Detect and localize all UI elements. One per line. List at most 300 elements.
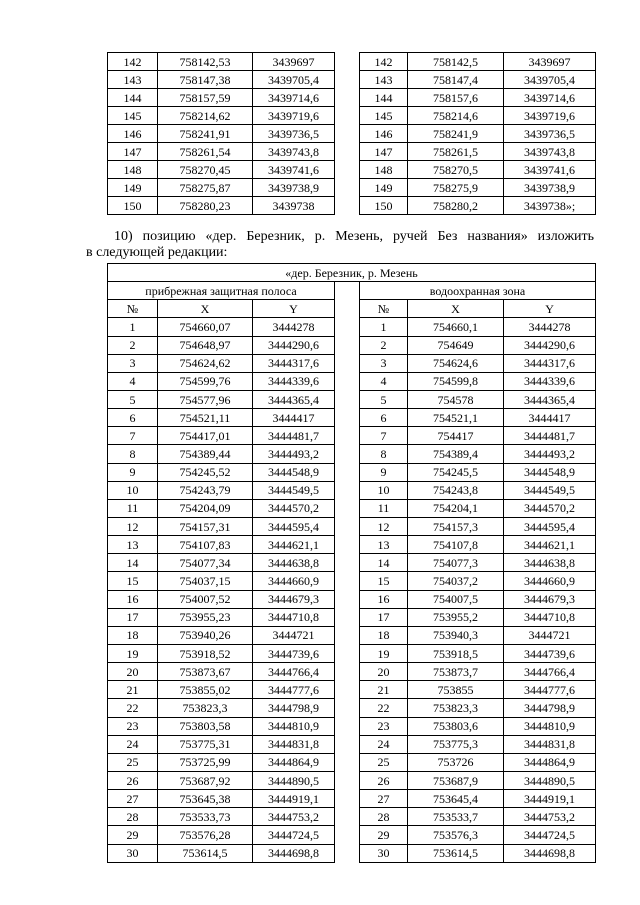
gap-cell: [335, 753, 360, 771]
y-coordinate-cell: 3439697: [504, 53, 596, 71]
x-coordinate-cell: 754521,1: [408, 409, 504, 427]
point-number-cell: 1: [360, 318, 408, 336]
gap-cell: [335, 554, 360, 572]
point-number-cell: 20: [108, 663, 158, 681]
point-number-cell: 5: [108, 390, 158, 408]
table-row: [108, 179, 596, 197]
gap-cell: [335, 517, 360, 535]
x-coordinate-cell: 754243,8: [408, 481, 504, 499]
y-coordinate-cell: 3444660,9: [253, 572, 335, 590]
y-coordinate-cell: 3439719,6: [253, 107, 335, 125]
table-row: [108, 197, 596, 215]
y-coordinate-cell: 3439738,9: [253, 179, 335, 197]
x-coordinate-cell: 754417,01: [158, 427, 253, 445]
point-number-cell: 25: [360, 753, 408, 771]
y-coordinate-cell: 3444753,2: [253, 808, 335, 826]
x-coordinate-cell: 753873,67: [158, 663, 253, 681]
x-coordinate-cell: 753614,5: [158, 844, 253, 862]
point-number-cell: 146: [360, 125, 408, 143]
coordinates-table-continued: [107, 52, 596, 215]
table-row: [108, 409, 596, 427]
gap-cell: [335, 463, 360, 481]
point-number-cell: 21: [108, 681, 158, 699]
y-coordinate-cell: 3439738,9: [504, 179, 596, 197]
gap-cell: [335, 89, 360, 107]
y-coordinate-cell: 3444290,6: [253, 336, 335, 354]
table-row: [108, 626, 596, 644]
col-header-no: №: [360, 300, 408, 318]
point-number-cell: 4: [360, 372, 408, 390]
gap-cell: [335, 826, 360, 844]
column-header-row: [108, 300, 596, 318]
y-coordinate-cell: 3444698,8: [253, 844, 335, 862]
table-row: [108, 681, 596, 699]
table-row: [108, 427, 596, 445]
x-coordinate-cell: 754107,83: [158, 536, 253, 554]
section-header-row: [108, 282, 596, 300]
gap-cell: [335, 644, 360, 662]
point-number-cell: 145: [108, 107, 158, 125]
point-number-cell: 1: [108, 318, 158, 336]
y-coordinate-cell: 3444339,6: [253, 372, 335, 390]
table-row: [108, 71, 596, 89]
x-coordinate-cell: 754578: [408, 390, 504, 408]
table-row: [108, 499, 596, 517]
y-coordinate-cell: 3444365,4: [504, 390, 596, 408]
x-coordinate-cell: 758147,4: [408, 71, 504, 89]
paragraph-line-1: 10) позицию «дер. Березник, р. Мезень, ручей Без названия» изложить: [114, 229, 594, 244]
table-row: [108, 790, 596, 808]
point-number-cell: 147: [108, 143, 158, 161]
gap-cell: [335, 808, 360, 826]
y-coordinate-cell: 3444317,6: [504, 354, 596, 372]
gap-cell: [335, 143, 360, 161]
point-number-cell: 142: [360, 53, 408, 71]
point-number-cell: 145: [360, 107, 408, 125]
y-coordinate-cell: 3444766,4: [504, 663, 596, 681]
x-coordinate-cell: 753803,58: [158, 717, 253, 735]
y-coordinate-cell: 3444365,4: [253, 390, 335, 408]
x-coordinate-cell: 753940,26: [158, 626, 253, 644]
y-coordinate-cell: 3439743,8: [253, 143, 335, 161]
y-coordinate-cell: 3444724,5: [504, 826, 596, 844]
x-coordinate-cell: 753533,73: [158, 808, 253, 826]
y-coordinate-cell: 3444831,8: [504, 735, 596, 753]
x-coordinate-cell: 753855: [408, 681, 504, 699]
point-number-cell: 14: [360, 554, 408, 572]
y-coordinate-cell: 3444679,3: [504, 590, 596, 608]
gap-cell: [335, 663, 360, 681]
gap-cell: [335, 179, 360, 197]
table-row: [108, 717, 596, 735]
x-coordinate-cell: 754007,52: [158, 590, 253, 608]
x-coordinate-cell: 753873,7: [408, 663, 504, 681]
point-number-cell: 18: [108, 626, 158, 644]
col-header-x: X: [158, 300, 253, 318]
point-number-cell: 148: [108, 161, 158, 179]
x-coordinate-cell: 758275,87: [158, 179, 253, 197]
x-coordinate-cell: 758214,62: [158, 107, 253, 125]
gap-cell: [335, 771, 360, 789]
table-row: [108, 808, 596, 826]
x-coordinate-cell: 754157,31: [158, 517, 253, 535]
y-coordinate-cell: 3444549,5: [253, 481, 335, 499]
x-coordinate-cell: 753687,92: [158, 771, 253, 789]
point-number-cell: 14: [108, 554, 158, 572]
x-coordinate-cell: 758241,9: [408, 125, 504, 143]
x-coordinate-cell: 753614,5: [408, 844, 504, 862]
gap-cell: [335, 844, 360, 862]
point-number-cell: 19: [108, 644, 158, 662]
x-coordinate-cell: 758142,5: [408, 53, 504, 71]
point-number-cell: 16: [360, 590, 408, 608]
point-number-cell: 8: [108, 445, 158, 463]
gap-cell: [335, 717, 360, 735]
x-coordinate-cell: 753918,5: [408, 644, 504, 662]
y-coordinate-cell: 3439738: [253, 197, 335, 215]
table-row: [108, 107, 596, 125]
x-coordinate-cell: 754599,76: [158, 372, 253, 390]
x-coordinate-cell: 754245,52: [158, 463, 253, 481]
x-coordinate-cell: 758270,5: [408, 161, 504, 179]
y-coordinate-cell: 3444739,6: [253, 644, 335, 662]
point-number-cell: 20: [360, 663, 408, 681]
table-row: [108, 390, 596, 408]
y-coordinate-cell: 3444710,8: [504, 608, 596, 626]
y-coordinate-cell: 3439741,6: [504, 161, 596, 179]
x-coordinate-cell: 753645,4: [408, 790, 504, 808]
point-number-cell: 13: [360, 536, 408, 554]
y-coordinate-cell: 3444278: [504, 318, 596, 336]
point-number-cell: 144: [108, 89, 158, 107]
y-coordinate-cell: 3444339,6: [504, 372, 596, 390]
x-coordinate-cell: 753955,2: [408, 608, 504, 626]
table-title: «дер. Березник, р. Мезень: [108, 264, 596, 282]
x-coordinate-cell: 753803,6: [408, 717, 504, 735]
x-coordinate-cell: 754624,62: [158, 354, 253, 372]
y-coordinate-cell: 3439705,4: [253, 71, 335, 89]
y-coordinate-cell: 3444548,9: [504, 463, 596, 481]
gap-cell: [335, 390, 360, 408]
y-coordinate-cell: 3439743,8: [504, 143, 596, 161]
point-number-cell: 149: [360, 179, 408, 197]
gap-cell: [335, 608, 360, 626]
point-number-cell: 8: [360, 445, 408, 463]
gap-cell: [335, 445, 360, 463]
x-coordinate-cell: 754204,09: [158, 499, 253, 517]
point-number-cell: 2: [108, 336, 158, 354]
point-number-cell: 147: [360, 143, 408, 161]
point-number-cell: 5: [360, 390, 408, 408]
point-number-cell: 29: [108, 826, 158, 844]
x-coordinate-cell: 753823,3: [158, 699, 253, 717]
x-coordinate-cell: 758261,5: [408, 143, 504, 161]
col-header-y: Y: [253, 300, 335, 318]
x-coordinate-cell: 754157,3: [408, 517, 504, 535]
y-coordinate-cell: 3444570,2: [504, 499, 596, 517]
table-row: [108, 372, 596, 390]
x-coordinate-cell: 754649: [408, 336, 504, 354]
gap-cell: [335, 499, 360, 517]
gap-cell: [335, 681, 360, 699]
y-coordinate-cell: 3444595,4: [253, 517, 335, 535]
x-coordinate-cell: 758275,9: [408, 179, 504, 197]
point-number-cell: 23: [360, 717, 408, 735]
point-number-cell: 22: [360, 699, 408, 717]
table-row: [108, 663, 596, 681]
y-coordinate-cell: 3444698,8: [504, 844, 596, 862]
point-number-cell: 21: [360, 681, 408, 699]
x-coordinate-cell: 754077,34: [158, 554, 253, 572]
y-coordinate-cell: 3444549,5: [504, 481, 596, 499]
x-coordinate-cell: 753533,7: [408, 808, 504, 826]
x-coordinate-cell: 758280,23: [158, 197, 253, 215]
x-coordinate-cell: 753726: [408, 753, 504, 771]
x-coordinate-cell: 754660,07: [158, 318, 253, 336]
table-row: [108, 161, 596, 179]
x-coordinate-cell: 758157,6: [408, 89, 504, 107]
point-number-cell: 19: [360, 644, 408, 662]
gap-cell: [335, 107, 360, 125]
x-coordinate-cell: 753855,02: [158, 681, 253, 699]
point-number-cell: 10: [360, 481, 408, 499]
x-coordinate-cell: 754107,8: [408, 536, 504, 554]
table1-body: [108, 53, 596, 215]
point-number-cell: 7: [360, 427, 408, 445]
y-coordinate-cell: 3444638,8: [253, 554, 335, 572]
y-coordinate-cell: 3444548,9: [253, 463, 335, 481]
y-coordinate-cell: 3444570,2: [253, 499, 335, 517]
y-coordinate-cell: 3444890,5: [504, 771, 596, 789]
x-coordinate-cell: 758147,38: [158, 71, 253, 89]
point-number-cell: 3: [360, 354, 408, 372]
y-coordinate-cell: 3444417: [253, 409, 335, 427]
y-coordinate-cell: 3444777,6: [504, 681, 596, 699]
point-number-cell: 29: [360, 826, 408, 844]
gap-cell: [335, 336, 360, 354]
x-coordinate-cell: 754624,6: [408, 354, 504, 372]
x-coordinate-cell: 753725,99: [158, 753, 253, 771]
gap-cell: [335, 735, 360, 753]
table-title-row: [108, 264, 596, 282]
point-number-cell: 144: [360, 89, 408, 107]
x-coordinate-cell: 758142,53: [158, 53, 253, 71]
point-number-cell: 142: [108, 53, 158, 71]
x-coordinate-cell: 754037,15: [158, 572, 253, 590]
x-coordinate-cell: 754204,1: [408, 499, 504, 517]
gap-cell: [335, 282, 360, 300]
point-number-cell: 143: [108, 71, 158, 89]
x-coordinate-cell: 754245,5: [408, 463, 504, 481]
amendment-paragraph: [86, 229, 594, 261]
point-number-cell: 150: [108, 197, 158, 215]
point-number-cell: 12: [360, 517, 408, 535]
gap-cell: [335, 427, 360, 445]
table-row: [108, 318, 596, 336]
x-coordinate-cell: 754037,2: [408, 572, 504, 590]
point-number-cell: 15: [108, 572, 158, 590]
gap-cell: [335, 318, 360, 336]
point-number-cell: 7: [108, 427, 158, 445]
gap-cell: [335, 300, 360, 318]
x-coordinate-cell: 753775,31: [158, 735, 253, 753]
point-number-cell: 25: [108, 753, 158, 771]
y-coordinate-cell: 3439736,5: [253, 125, 335, 143]
gap-cell: [335, 197, 360, 215]
point-number-cell: 143: [360, 71, 408, 89]
x-coordinate-cell: 753940,3: [408, 626, 504, 644]
table-row: [108, 336, 596, 354]
y-coordinate-cell: 3444621,1: [253, 536, 335, 554]
x-coordinate-cell: 758261,54: [158, 143, 253, 161]
point-number-cell: 28: [360, 808, 408, 826]
y-coordinate-cell: 3444798,9: [253, 699, 335, 717]
y-coordinate-cell: 3444493,2: [504, 445, 596, 463]
gap-cell: [335, 161, 360, 179]
x-coordinate-cell: 754077,3: [408, 554, 504, 572]
x-coordinate-cell: 753823,3: [408, 699, 504, 717]
y-coordinate-cell: 3444810,9: [253, 717, 335, 735]
point-number-cell: 149: [108, 179, 158, 197]
gap-cell: [335, 590, 360, 608]
x-coordinate-cell: 758270,45: [158, 161, 253, 179]
y-coordinate-cell: 3439736,5: [504, 125, 596, 143]
x-coordinate-cell: 754599,8: [408, 372, 504, 390]
y-coordinate-cell: 3444724,5: [253, 826, 335, 844]
y-coordinate-cell: 3444739,6: [504, 644, 596, 662]
y-coordinate-cell: 3439714,6: [253, 89, 335, 107]
table-row: [108, 53, 596, 71]
point-number-cell: 13: [108, 536, 158, 554]
y-coordinate-cell: 3444481,7: [504, 427, 596, 445]
point-number-cell: 3: [108, 354, 158, 372]
point-number-cell: 4: [108, 372, 158, 390]
point-number-cell: 26: [360, 771, 408, 789]
x-coordinate-cell: 754577,96: [158, 390, 253, 408]
y-coordinate-cell: 3444317,6: [253, 354, 335, 372]
y-coordinate-cell: 3439719,6: [504, 107, 596, 125]
x-coordinate-cell: 753918,52: [158, 644, 253, 662]
gap-cell: [335, 125, 360, 143]
point-number-cell: 16: [108, 590, 158, 608]
table-row: [108, 608, 596, 626]
table-row: [108, 554, 596, 572]
y-coordinate-cell: 3439738»;: [504, 197, 596, 215]
y-coordinate-cell: 3444679,3: [253, 590, 335, 608]
x-coordinate-cell: 758157,59: [158, 89, 253, 107]
point-number-cell: 24: [108, 735, 158, 753]
point-number-cell: 6: [108, 409, 158, 427]
gap-cell: [335, 572, 360, 590]
table-row: [108, 445, 596, 463]
point-number-cell: 6: [360, 409, 408, 427]
table-row: [108, 143, 596, 161]
x-coordinate-cell: 754007,5: [408, 590, 504, 608]
y-coordinate-cell: 3444864,9: [253, 753, 335, 771]
table-row: [108, 699, 596, 717]
point-number-cell: 10: [108, 481, 158, 499]
gap-cell: [335, 53, 360, 71]
y-coordinate-cell: 3444710,8: [253, 608, 335, 626]
table-row: [108, 844, 596, 862]
x-coordinate-cell: 758214,6: [408, 107, 504, 125]
table2-body: [108, 264, 596, 863]
x-coordinate-cell: 758241,91: [158, 125, 253, 143]
y-coordinate-cell: 3439697: [253, 53, 335, 71]
gap-cell: [335, 354, 360, 372]
x-coordinate-cell: 753775,3: [408, 735, 504, 753]
point-number-cell: 146: [108, 125, 158, 143]
table-row: [108, 590, 596, 608]
col-header-y: Y: [504, 300, 596, 318]
table-row: [108, 125, 596, 143]
x-coordinate-cell: 753576,3: [408, 826, 504, 844]
x-coordinate-cell: 758280,2: [408, 197, 504, 215]
y-coordinate-cell: 3444919,1: [504, 790, 596, 808]
y-coordinate-cell: 3439741,6: [253, 161, 335, 179]
point-number-cell: 15: [360, 572, 408, 590]
point-number-cell: 22: [108, 699, 158, 717]
table-row: [108, 753, 596, 771]
x-coordinate-cell: 753687,9: [408, 771, 504, 789]
x-coordinate-cell: 754243,79: [158, 481, 253, 499]
gap-cell: [335, 372, 360, 390]
y-coordinate-cell: 3444493,2: [253, 445, 335, 463]
point-number-cell: 30: [360, 844, 408, 862]
gap-cell: [335, 536, 360, 554]
y-coordinate-cell: 3444890,5: [253, 771, 335, 789]
y-coordinate-cell: 3444766,4: [253, 663, 335, 681]
point-number-cell: 27: [360, 790, 408, 808]
point-number-cell: 17: [108, 608, 158, 626]
y-coordinate-cell: 3444417: [504, 409, 596, 427]
x-coordinate-cell: 754521,11: [158, 409, 253, 427]
point-number-cell: 17: [360, 608, 408, 626]
point-number-cell: 26: [108, 771, 158, 789]
point-number-cell: 11: [360, 499, 408, 517]
y-coordinate-cell: 3444919,1: [253, 790, 335, 808]
y-coordinate-cell: 3444638,8: [504, 554, 596, 572]
x-coordinate-cell: 754389,4: [408, 445, 504, 463]
point-number-cell: 148: [360, 161, 408, 179]
point-number-cell: 23: [108, 717, 158, 735]
point-number-cell: 9: [360, 463, 408, 481]
table-row: [108, 517, 596, 535]
table-row: [108, 771, 596, 789]
x-coordinate-cell: 754417: [408, 427, 504, 445]
point-number-cell: 11: [108, 499, 158, 517]
y-coordinate-cell: 3439705,4: [504, 71, 596, 89]
y-coordinate-cell: 3444621,1: [504, 536, 596, 554]
water-protection-zone-header: водоохранная зона: [360, 282, 596, 300]
y-coordinate-cell: 3439714,6: [504, 89, 596, 107]
coastal-strip-header: прибрежная защитная полоса: [108, 282, 335, 300]
table-row: [108, 536, 596, 554]
y-coordinate-cell: 3444810,9: [504, 717, 596, 735]
table-row: [108, 463, 596, 481]
y-coordinate-cell: 3444721: [504, 626, 596, 644]
gap-cell: [335, 409, 360, 427]
table-row: [108, 572, 596, 590]
point-number-cell: 24: [360, 735, 408, 753]
y-coordinate-cell: 3444831,8: [253, 735, 335, 753]
point-number-cell: 12: [108, 517, 158, 535]
x-coordinate-cell: 754648,97: [158, 336, 253, 354]
x-coordinate-cell: 753576,28: [158, 826, 253, 844]
paragraph-line-2: в следующей редакции:: [86, 245, 228, 260]
y-coordinate-cell: 3444595,4: [504, 517, 596, 535]
y-coordinate-cell: 3444777,6: [253, 681, 335, 699]
